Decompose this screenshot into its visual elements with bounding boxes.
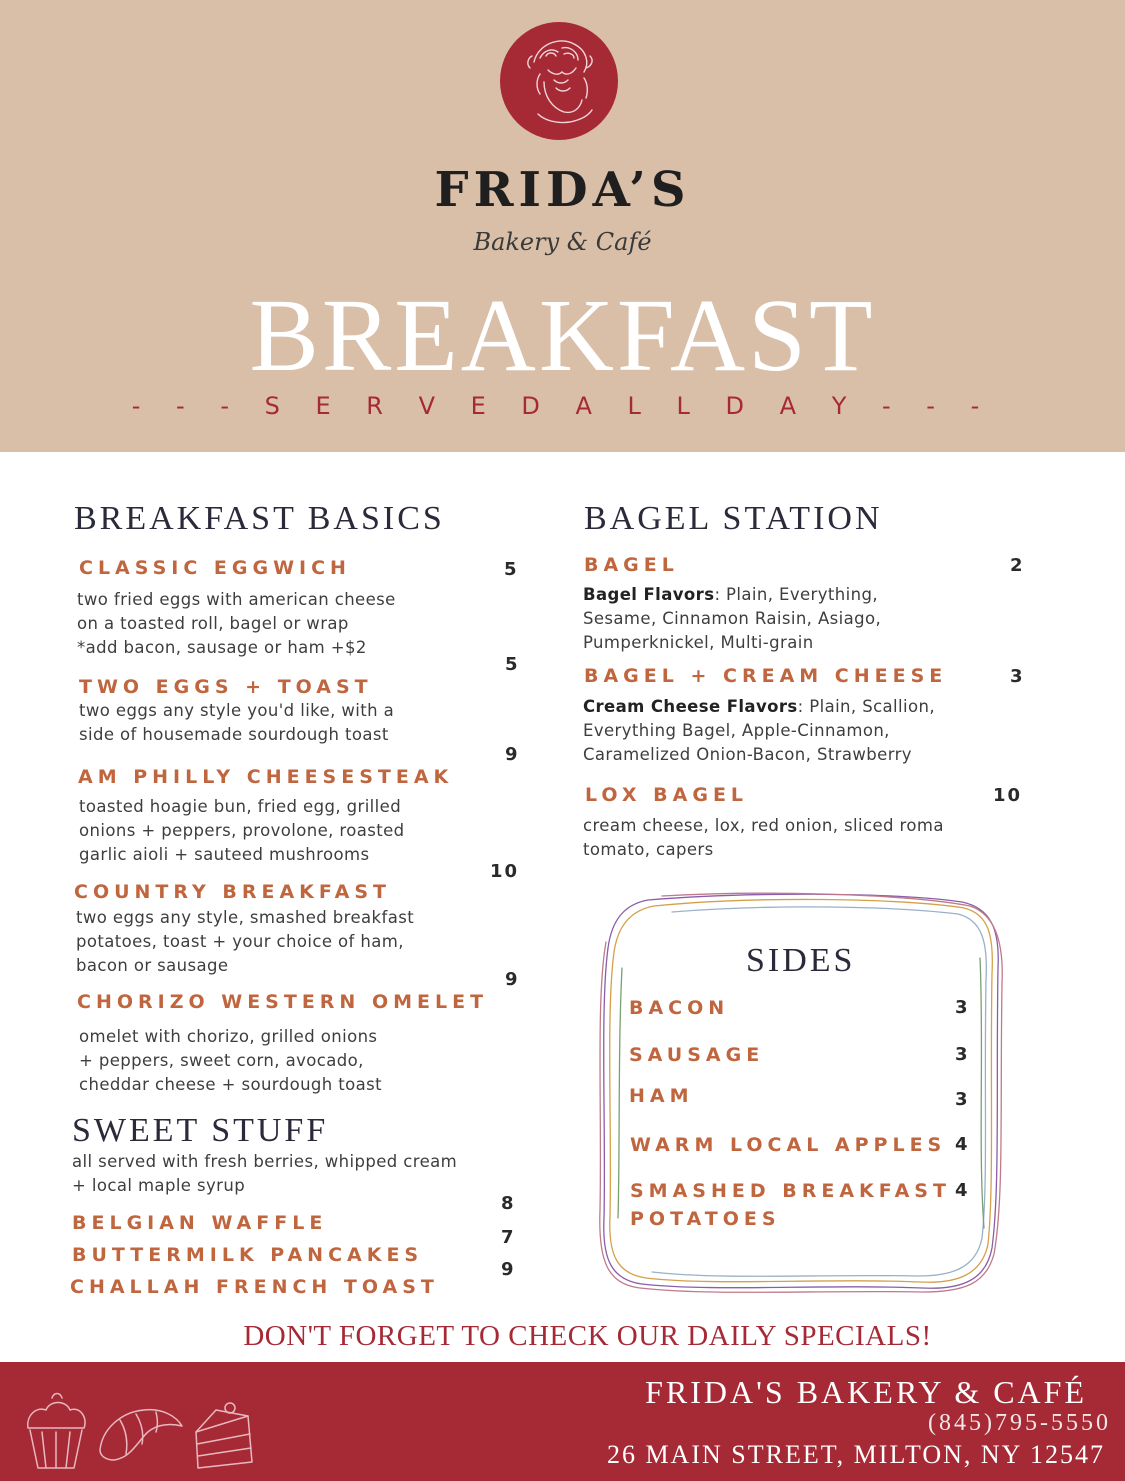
menu-item-description — [79, 699, 394, 747]
menu-item-name: BELGIAN WAFFLE — [72, 1212, 328, 1234]
menu-item-description — [79, 1025, 382, 1097]
menu-item-price: 3 — [1010, 666, 1025, 687]
description-line: two fried eggs with american cheese — [77, 590, 396, 609]
sweet-stuff-description — [72, 1150, 457, 1198]
menu-item-price: 8 — [501, 1193, 516, 1214]
menu-item-description — [583, 695, 935, 767]
menu-item-description — [583, 814, 944, 862]
description-line — [583, 583, 881, 607]
description-line: on a toasted roll, bagel or wrap — [77, 614, 349, 633]
menu-item-price: 9 — [505, 744, 520, 765]
bagel-station-title: BAGEL STATION — [584, 500, 883, 537]
description-line: onions + peppers, provolone, roasted — [79, 821, 405, 840]
flavor-label: Bagel Flavors — [583, 585, 715, 604]
menu-item-name: AM PHILLY CHEESESTEAK — [78, 766, 454, 788]
sides-title: SIDES — [746, 942, 856, 979]
description-line: side of housemade sourdough toast — [79, 725, 389, 744]
description-line: two eggs any style you'd like, with a — [79, 701, 395, 720]
description-line: tomato, capers — [583, 840, 714, 859]
menu-item-name: COUNTRY BREAKFAST — [74, 881, 392, 903]
footer-banner — [0, 1362, 1125, 1481]
menu-item-name: BAGEL + CREAM CHEESE — [584, 665, 948, 687]
description-line: Everything Bagel, Apple-Cinnamon, — [583, 721, 890, 740]
footer-business-name: FRIDA'S BAKERY & CAFÉ — [645, 1374, 1087, 1410]
description-text: : Plain, Scallion, — [797, 697, 936, 716]
description-line: cheddar cheese + sourdough toast — [79, 1075, 383, 1094]
brand-name: FRIDA’S — [434, 162, 691, 218]
menu-item-price: 10 — [993, 785, 1023, 806]
frida-portrait-logo — [500, 22, 618, 140]
bakery-sketch-icons — [16, 1376, 266, 1476]
menu-item-price: 5 — [505, 654, 520, 675]
flavor-label: Cream Cheese Flavors — [583, 697, 798, 716]
menu-item-name: SAUSAGE — [629, 1044, 765, 1066]
menu-item-price: 3 — [955, 997, 970, 1018]
menu-item-name: BACON — [629, 997, 730, 1019]
menu-item-name: CHORIZO WESTERN OMELET — [77, 991, 489, 1013]
header-banner — [0, 0, 1125, 452]
cake-slice-icon — [196, 1403, 252, 1468]
breakfast-headline: BREAKFAST — [249, 278, 876, 393]
croissant-icon — [100, 1410, 182, 1460]
description-line: cream cheese, lox, red onion, sliced roma — [583, 816, 944, 835]
menu-item-price: 3 — [955, 1089, 970, 1110]
menu-item-name: LOX BAGEL — [585, 784, 749, 806]
menu-item-description — [583, 583, 881, 655]
menu-item-name: HAM — [629, 1085, 694, 1107]
menu-item-name-line2: POTATOES — [630, 1208, 781, 1230]
description-line: + peppers, sweet corn, avocado, — [79, 1051, 364, 1070]
menu-item-price: 3 — [955, 1044, 970, 1065]
description-line: + local maple syrup — [72, 1176, 246, 1195]
menu-item-name: BAGEL — [584, 554, 679, 576]
footer-address: 26 MAIN STREET, MILTON, NY 12547 — [606, 1440, 1105, 1469]
description-line: potatoes, toast + your choice of ham, — [76, 932, 404, 951]
menu-item-name: WARM LOCAL APPLES — [630, 1134, 947, 1156]
menu-item-price: 9 — [501, 1259, 516, 1280]
menu-item-price: 4 — [955, 1134, 970, 1155]
brand-subtitle: Bakery & Café — [473, 228, 652, 256]
menu-item-description — [76, 906, 414, 978]
menu-item-name: CLASSIC EGGWICH — [79, 557, 351, 579]
menu-item-description — [77, 588, 396, 660]
description-line: omelet with chorizo, grilled onions — [79, 1027, 378, 1046]
menu-item-price: 5 — [504, 559, 519, 580]
description-line: bacon or sausage — [76, 956, 229, 975]
breakfast-basics-title: BREAKFAST BASICS — [74, 500, 445, 537]
menu-item-name: TWO EGGS + TOAST — [79, 676, 373, 698]
description-line: all served with fresh berries, whipped cream — [72, 1152, 458, 1171]
menu-item-name: SMASHED BREAKFAST — [630, 1180, 951, 1202]
description-line: Sesame, Cinnamon Raisin, Asiago, — [583, 609, 882, 628]
menu-item-price: 4 — [955, 1180, 970, 1201]
footer-phone: (845)795-5550 — [928, 1410, 1111, 1436]
description-line — [583, 695, 935, 719]
description-line: *add bacon, sausage or ham +$2 — [77, 638, 367, 657]
description-line: Pumperknickel, Multi-grain — [583, 633, 814, 652]
cupcake-icon — [28, 1394, 85, 1469]
served-all-day-tagline: - - - S E R V E D A L L D A Y - - - — [131, 392, 994, 420]
menu-item-description — [79, 795, 405, 867]
description-line: Caramelized Onion-Bacon, Strawberry — [583, 745, 912, 764]
menu-item-name: BUTTERMILK PANCAKES — [72, 1244, 424, 1266]
menu-item-price: 9 — [505, 969, 520, 990]
description-line: garlic aioli + sauteed mushrooms — [79, 845, 370, 864]
menu-item-price: 10 — [490, 861, 520, 882]
menu-item-price: 2 — [1010, 555, 1025, 576]
description-line: two eggs any style, smashed breakfast — [76, 908, 415, 927]
daily-specials-note: DON'T FORGET TO CHECK OUR DAILY SPECIALS! — [243, 1320, 932, 1352]
menu-item-name: CHALLAH FRENCH TOAST — [70, 1276, 439, 1298]
description-text: : Plain, Everything, — [714, 585, 878, 604]
menu-item-price: 7 — [501, 1227, 516, 1248]
description-line: toasted hoagie bun, fried egg, grilled — [79, 797, 402, 816]
sweet-stuff-title: SWEET STUFF — [72, 1112, 329, 1149]
